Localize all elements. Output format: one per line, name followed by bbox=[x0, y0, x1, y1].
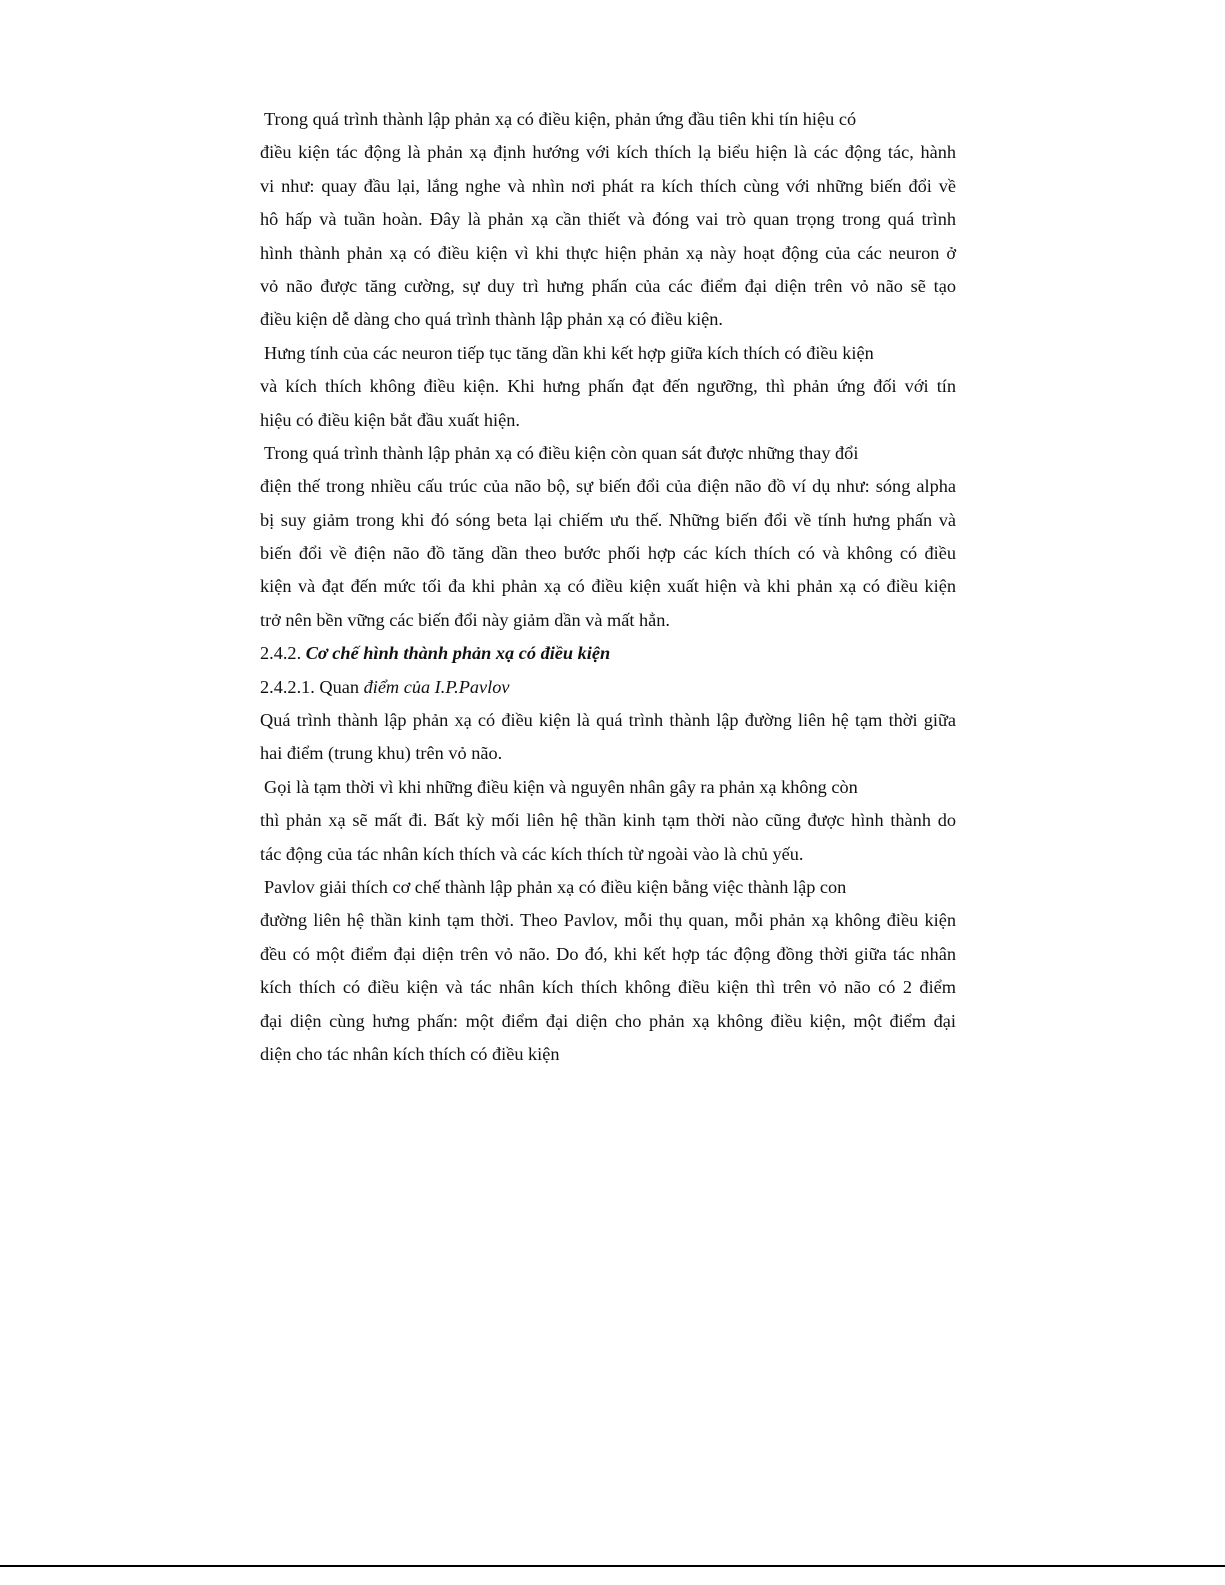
page-bottom-border bbox=[0, 1565, 1225, 1567]
text-line: Trong quá trình thành lập phản xạ có điều kiện còn quan sát được những thay đổi bbox=[264, 442, 859, 463]
text-line: Trong quá trình thành lập phản xạ có điều kiện, phản ứng đầu tiên khi tín hiệu có bbox=[264, 109, 857, 129]
text-line: hô hấp và tuần hoàn. Đây là phản xạ cần thiết và đóng vai trò quan trọng trong quá trình bbox=[260, 209, 956, 230]
text-line: vỏ não được tăng cường, sự duy trì hưng phấn của các điểm đại diện trên vỏ não sẽ tạo bbox=[260, 275, 956, 296]
text-line: điện thế trong nhiều cấu trúc của não bộ, sự biến đổi của điện não đồ ví dụ như: sóng alpha bbox=[260, 476, 956, 497]
text-line: Quá trình thành lập phản xạ có điều kiện là quá trình thành lập đường liên hệ tạm thời giữa bbox=[260, 710, 956, 731]
text-line: điều kiện dễ dàng cho quá trình thành lập phản xạ có điều kiện. bbox=[260, 309, 723, 330]
paragraph-pavlov-explanation bbox=[260, 871, 956, 1071]
text-line: đều có một điểm đại diện trên vỏ não. Do đó, khi kết hợp tác động đồng thời giữa tác nhân bbox=[260, 943, 956, 964]
text-line: bị suy giảm trong khi đó sóng beta lại chiếm ưu thế. Những biến đổi về tính hưng phấn và bbox=[260, 509, 956, 530]
text-line: trở nên bền vững các biến đổi này giảm dần và mất hẳn. bbox=[260, 609, 670, 630]
subsection-number: 2.4.2.1. Quan bbox=[260, 676, 360, 697]
document-body bbox=[260, 103, 956, 1071]
text-line: Gọi là tạm thời vì khi những điều kiện và nguyên nhân gây ra phản xạ không còn bbox=[264, 776, 858, 797]
text-line: và kích thích không điều kiện. Khi hưng phấn đạt đến ngưỡng, thì phản ứng đối với tín bbox=[260, 376, 956, 397]
text-line: kích thích có điều kiện và tác nhân kích thích không điều kiện thì trên vỏ não có 2 điểm bbox=[260, 977, 956, 998]
text-line: hình thành phản xạ có điều kiện vì khi thực hiện phản xạ này hoạt động của các neuron ở bbox=[260, 242, 956, 263]
section-heading-2-4-2 bbox=[260, 637, 956, 670]
text-line: Hưng tính của các neuron tiếp tục tăng dần khi kết hợp giữa kích thích có điều kiện bbox=[264, 342, 874, 363]
text-line: hai điểm (trung khu) trên vỏ não. bbox=[260, 743, 503, 764]
text-line: diện cho tác nhân kích thích có điều kiện bbox=[260, 1043, 560, 1064]
text-line: kiện và đạt đến mức tối đa khi phản xạ có điều kiện xuất hiện và khi phản xạ có điều kiện bbox=[260, 576, 956, 597]
text-line: đường liên hệ thần kinh tạm thời. Theo Pavlov, mỗi thụ quan, mỗi phản xạ không điều kiện bbox=[260, 910, 956, 931]
text-line: thì phản xạ sẽ mất đi. Bất kỳ mối liên hệ thần kinh tạm thời nào cũng được hình thành do bbox=[260, 810, 956, 831]
text-line: đại diện cùng hưng phấn: một điểm đại diện cho phản xạ không điều kiện, một điểm đại bbox=[260, 1010, 956, 1031]
text-line: Pavlov giải thích cơ chế thành lập phản xạ có điều kiện bằng việc thành lập con bbox=[264, 876, 847, 897]
paragraph-excitability bbox=[260, 337, 956, 437]
text-line: điều kiện tác động là phản xạ định hướng với kích thích lạ biểu hiện là các động tác, hành bbox=[260, 142, 956, 163]
section-number: 2.4.2. bbox=[260, 643, 302, 664]
text-line: biến đổi về điện não đồ tăng dần theo bước phối hợp các kích thích có và không có điều bbox=[260, 543, 956, 564]
paragraph-eeg-changes bbox=[260, 437, 956, 637]
subsection-heading-2-4-2-1 bbox=[260, 671, 956, 704]
text-line: vi như: quay đầu lại, lắng nghe và nhìn nơi phát ra kích thích cùng với những biến đổi về bbox=[260, 175, 956, 196]
paragraph-temporary-connection bbox=[260, 704, 956, 771]
text-line: tác động của tác nhân kích thích và các kích thích từ ngoài vào là chủ yếu. bbox=[260, 843, 804, 864]
text-line: hiệu có điều kiện bắt đầu xuất hiện. bbox=[260, 409, 520, 430]
section-title: Cơ chế hình thành phản xạ có điều kiện bbox=[305, 643, 611, 664]
paragraph-reflex-formation bbox=[260, 103, 956, 337]
subsection-title: điểm của I.P.Pavlov bbox=[363, 676, 510, 697]
paragraph-why-temporary bbox=[260, 771, 956, 871]
